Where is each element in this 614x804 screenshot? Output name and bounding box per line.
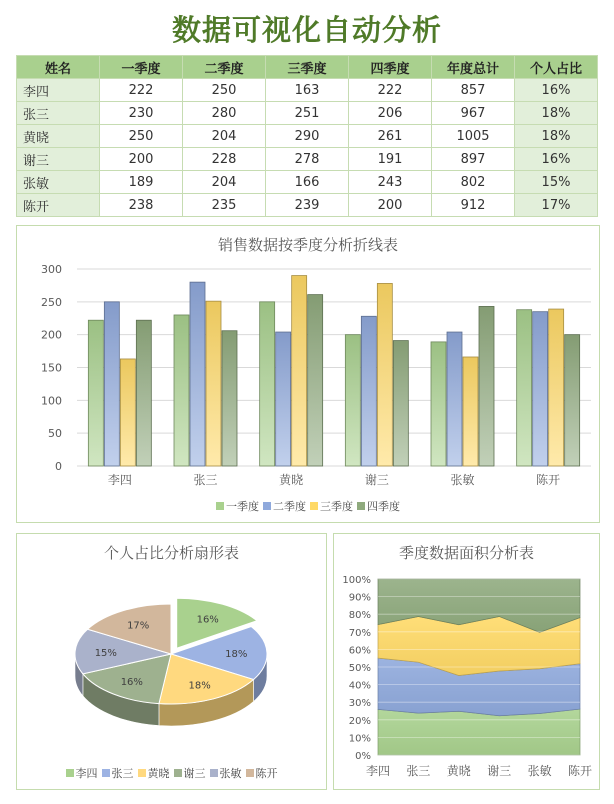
legend-swatch [357, 502, 365, 510]
bar [533, 312, 548, 466]
cell-total: 802 [432, 171, 515, 194]
cell-q4: 191 [349, 148, 432, 171]
area-chart [334, 534, 597, 787]
header-q1: 一季度 [100, 56, 183, 79]
cell-total: 897 [432, 148, 515, 171]
cell-name: 陈开 [17, 194, 100, 217]
sales-table [16, 55, 598, 217]
pie-data-label: 16% [120, 677, 143, 689]
area-x-tick-label: 张三 [406, 764, 431, 778]
bar [463, 357, 478, 466]
area-y-tick-label: 70% [348, 627, 371, 639]
legend-swatch [210, 769, 218, 777]
header-q2: 二季度 [183, 56, 266, 79]
legend-swatch [102, 769, 110, 777]
cell-share: 16% [515, 148, 598, 171]
area-y-tick-label: 20% [348, 715, 371, 727]
cell-q3: 163 [266, 79, 349, 102]
cell-q1: 200 [100, 148, 183, 171]
bar-legend-item [216, 498, 259, 514]
bar-y-tick-label: 200 [41, 328, 62, 342]
bar [565, 335, 580, 466]
cell-q2: 280 [183, 102, 266, 125]
legend-label: 陈开 [255, 767, 278, 780]
cell-q4: 222 [349, 79, 432, 102]
area-series [378, 709, 580, 755]
pie-data-label: 16% [196, 614, 219, 626]
legend-label: 张敏 [219, 767, 242, 780]
cell-q3: 166 [266, 171, 349, 194]
area-y-tick-label: 100% [342, 575, 371, 586]
bar-x-tick-label: 张敏 [450, 473, 475, 487]
bar [308, 295, 323, 466]
legend-swatch [66, 769, 74, 777]
legend-label: 一季度 [226, 500, 259, 513]
area-x-tick-label: 李四 [365, 764, 391, 778]
pie-data-label: 18% [225, 649, 248, 661]
area-chart-panel [333, 533, 600, 790]
bar-y-tick-label: 250 [41, 295, 62, 309]
pie-chart-legend [17, 765, 326, 781]
cell-q3: 251 [266, 102, 349, 125]
area-chart-title: 季度数据面积分析表 [398, 544, 534, 562]
bar [120, 359, 135, 466]
area-y-tick-label: 30% [348, 698, 371, 710]
cell-share: 15% [515, 171, 598, 194]
bar [88, 320, 103, 466]
cell-share: 18% [515, 102, 598, 125]
cell-q2: 235 [183, 194, 266, 217]
bar [292, 276, 307, 466]
bar-y-tick-label: 150 [41, 361, 62, 375]
cell-share: 17% [515, 194, 598, 217]
pie-legend-item [246, 765, 278, 781]
bar-x-tick-label: 张三 [193, 473, 218, 487]
cell-name: 黄晓 [17, 125, 100, 148]
cell-total: 1005 [432, 125, 515, 148]
cell-total: 912 [432, 194, 515, 217]
area-y-tick-label: 40% [348, 680, 371, 692]
bar [345, 335, 360, 466]
bar-y-tick-label: 0 [55, 460, 62, 473]
header-q4: 四季度 [349, 56, 432, 79]
legend-label: 三季度 [320, 500, 353, 513]
bar [517, 310, 532, 466]
header-q3: 三季度 [266, 56, 349, 79]
cell-q3: 278 [266, 148, 349, 171]
legend-label: 黄晓 [147, 767, 170, 780]
bar [222, 331, 237, 466]
cell-name: 张敏 [17, 171, 100, 194]
cell-q4: 243 [349, 171, 432, 194]
area-x-tick-label: 陈开 [567, 764, 593, 778]
cell-q2: 204 [183, 125, 266, 148]
page-title: 数据可视化自动分析 [171, 13, 442, 47]
area-y-tick-label: 60% [348, 645, 371, 657]
bar-y-tick-label: 50 [48, 427, 62, 441]
pie-data-label: 15% [94, 648, 117, 660]
cell-q2: 204 [183, 171, 266, 194]
header-name: 姓名 [17, 56, 100, 79]
header-share: 个人占比 [515, 56, 598, 79]
bar [174, 315, 189, 466]
cell-q3: 239 [266, 194, 349, 217]
bar [104, 302, 119, 466]
pie-chart-panel [16, 533, 327, 790]
bar-y-tick-label: 300 [41, 263, 62, 276]
cell-share: 18% [515, 125, 598, 148]
cell-name: 谢三 [17, 148, 100, 171]
legend-swatch [310, 502, 318, 510]
legend-label: 张三 [111, 767, 134, 780]
legend-label: 李四 [75, 767, 98, 780]
cell-q1: 230 [100, 102, 183, 125]
bar [549, 309, 564, 466]
pie-legend-item [174, 765, 206, 781]
bar-legend-item [263, 498, 306, 514]
cell-share: 16% [515, 79, 598, 102]
legend-swatch [216, 502, 224, 510]
pie-data-label: 17% [127, 620, 150, 632]
legend-swatch [246, 769, 254, 777]
bar-y-tick-label: 100 [41, 394, 62, 408]
legend-swatch [174, 769, 182, 777]
cell-total: 967 [432, 102, 515, 125]
pie-data-label: 18% [188, 680, 211, 692]
cell-q4: 206 [349, 102, 432, 125]
bar-chart [17, 226, 597, 520]
bar [260, 302, 275, 466]
cell-q1: 250 [100, 125, 183, 148]
cell-q1: 238 [100, 194, 183, 217]
cell-q1: 222 [100, 79, 183, 102]
pie-legend-item [102, 765, 134, 781]
table-row [17, 79, 598, 102]
bar-x-tick-label: 陈开 [536, 473, 561, 487]
area-y-tick-label: 0% [355, 751, 371, 762]
table-row [17, 125, 598, 148]
bar-x-tick-label: 黄晓 [279, 473, 304, 487]
pie-legend-item [66, 765, 98, 781]
bar [136, 320, 151, 466]
table-row [17, 102, 598, 125]
cell-q2: 250 [183, 79, 266, 102]
bar [377, 283, 392, 466]
bar-x-tick-label: 李四 [107, 473, 132, 487]
bar [361, 316, 376, 466]
cell-q1: 189 [100, 171, 183, 194]
cell-q4: 261 [349, 125, 432, 148]
legend-swatch [263, 502, 271, 510]
bar-legend-item [310, 498, 353, 514]
header-total: 年度总计 [432, 56, 515, 79]
bar-legend-item [357, 498, 400, 514]
legend-swatch [138, 769, 146, 777]
cell-total: 857 [432, 79, 515, 102]
table-row [17, 148, 598, 171]
bar [206, 301, 221, 466]
area-y-tick-label: 10% [348, 733, 371, 745]
bar [190, 282, 205, 466]
cell-q3: 290 [266, 125, 349, 148]
pie-chart [17, 534, 324, 787]
table-header-row [17, 56, 598, 79]
bar [431, 342, 446, 466]
table-row [17, 171, 598, 194]
area-y-tick-label: 50% [348, 663, 371, 674]
area-x-tick-label: 黄晓 [446, 764, 471, 778]
table-row [17, 194, 598, 217]
bar-chart-panel [16, 225, 600, 523]
pie-legend-item [138, 765, 170, 781]
area-x-tick-label: 谢三 [487, 764, 512, 778]
bar-chart-legend [17, 498, 599, 514]
legend-label: 四季度 [367, 500, 400, 513]
cell-q4: 200 [349, 194, 432, 217]
area-y-tick-label: 90% [348, 592, 371, 604]
bar [393, 341, 408, 466]
legend-label: 谢三 [183, 767, 206, 780]
area-y-tick-label: 80% [348, 610, 371, 622]
bar [479, 306, 494, 466]
bar-chart-title: 销售数据按季度分析折线表 [217, 236, 398, 254]
bar [447, 332, 462, 466]
bar-x-tick-label: 谢三 [364, 473, 389, 487]
cell-name: 李四 [17, 79, 100, 102]
legend-label: 二季度 [273, 500, 306, 513]
cell-name: 张三 [17, 102, 100, 125]
area-x-tick-label: 张敏 [527, 764, 552, 778]
pie-legend-item [210, 765, 242, 781]
cell-q2: 228 [183, 148, 266, 171]
bar [276, 332, 291, 466]
pie-chart-title: 个人占比分析扇形表 [103, 544, 239, 562]
